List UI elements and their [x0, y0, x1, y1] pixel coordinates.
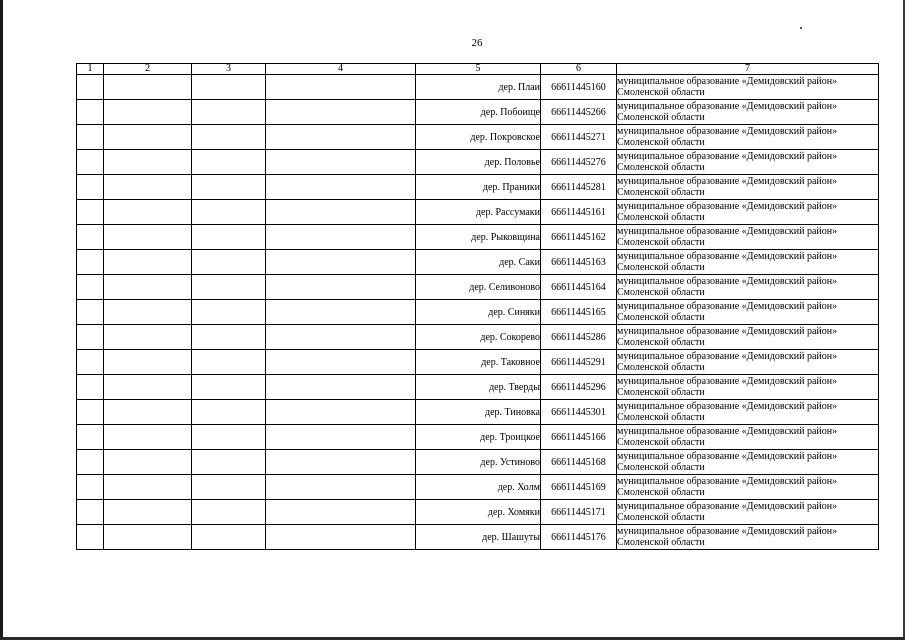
settlement-name: дер. Хомяки	[416, 500, 541, 525]
empty-cell	[77, 525, 104, 550]
municipality-cell	[617, 150, 879, 175]
oktmo-code: 66611445176	[541, 525, 617, 550]
region-line: Смоленской области	[617, 237, 705, 248]
region-line: Смоленской области	[617, 112, 705, 123]
empty-cell	[192, 525, 266, 550]
municipality-line: муниципальное образование «Демидовский район»	[617, 76, 838, 87]
empty-cell	[266, 350, 416, 375]
empty-cell	[192, 450, 266, 475]
table-row	[77, 300, 879, 325]
column-header: 2	[104, 64, 192, 75]
settlement-name: дер. Плаи	[416, 75, 541, 100]
municipality-cell	[617, 75, 879, 100]
column-header: 5	[416, 64, 541, 75]
empty-cell	[192, 200, 266, 225]
municipality-line: муниципальное образование «Демидовский район»	[617, 226, 838, 237]
empty-cell	[192, 400, 266, 425]
empty-cell	[192, 125, 266, 150]
empty-cell	[104, 375, 192, 400]
oktmo-code: 66611445171	[541, 500, 617, 525]
municipality-cell	[617, 400, 879, 425]
oktmo-code: 66611445166	[541, 425, 617, 450]
empty-cell	[104, 425, 192, 450]
municipality-line: муниципальное образование «Демидовский район»	[617, 376, 838, 387]
table-row	[77, 350, 879, 375]
empty-cell	[266, 450, 416, 475]
municipality-line: муниципальное образование «Демидовский район»	[617, 426, 838, 437]
empty-cell	[104, 400, 192, 425]
settlement-name: дер. Троицкое	[416, 425, 541, 450]
empty-cell	[192, 250, 266, 275]
table-row	[77, 250, 879, 275]
empty-cell	[104, 225, 192, 250]
oktmo-code: 66611445296	[541, 375, 617, 400]
empty-cell	[104, 475, 192, 500]
oktmo-code: 66611445291	[541, 350, 617, 375]
settlement-name: дер. Холм	[416, 475, 541, 500]
municipality-line: муниципальное образование «Демидовский район»	[617, 451, 838, 462]
empty-cell	[192, 150, 266, 175]
empty-cell	[77, 200, 104, 225]
empty-cell	[266, 475, 416, 500]
empty-cell	[192, 325, 266, 350]
region-line: Смоленской области	[617, 337, 705, 348]
municipality-line: муниципальное образование «Демидовский район»	[617, 251, 838, 262]
column-header: 6	[541, 64, 617, 75]
empty-cell	[266, 425, 416, 450]
page-number: 26	[471, 37, 483, 49]
table-body	[77, 75, 879, 550]
table-row	[77, 475, 879, 500]
municipality-line: муниципальное образование «Демидовский район»	[617, 351, 838, 362]
municipality-line: муниципальное образование «Демидовский район»	[617, 176, 838, 187]
oktmo-code: 66611445169	[541, 475, 617, 500]
municipality-cell	[617, 100, 879, 125]
settlement-name: дер. Рыковщина	[416, 225, 541, 250]
column-header: 4	[266, 64, 416, 75]
empty-cell	[104, 125, 192, 150]
oktmo-code: 66611445168	[541, 450, 617, 475]
empty-cell	[266, 375, 416, 400]
municipality-cell	[617, 125, 879, 150]
oktmo-code: 66611445164	[541, 275, 617, 300]
oktmo-code: 66611445286	[541, 325, 617, 350]
table-row	[77, 425, 879, 450]
settlement-name: дер. Праники	[416, 175, 541, 200]
settlement-name: дер. Синяки	[416, 300, 541, 325]
region-line: Смоленской области	[617, 537, 705, 548]
empty-cell	[266, 500, 416, 525]
oktmo-code: 66611445301	[541, 400, 617, 425]
scan-left-edge	[0, 0, 3, 640]
table-row	[77, 200, 879, 225]
empty-cell	[192, 425, 266, 450]
settlement-name: дер. Побоище	[416, 100, 541, 125]
empty-cell	[77, 475, 104, 500]
region-line: Смоленской области	[617, 487, 705, 498]
empty-cell	[104, 200, 192, 225]
municipality-cell	[617, 500, 879, 525]
empty-cell	[77, 450, 104, 475]
empty-cell	[192, 225, 266, 250]
municipality-cell	[617, 425, 879, 450]
empty-cell	[104, 350, 192, 375]
empty-cell	[192, 275, 266, 300]
oktmo-code: 66611445271	[541, 125, 617, 150]
column-header: 3	[192, 64, 266, 75]
empty-cell	[104, 175, 192, 200]
region-line: Смоленской области	[617, 212, 705, 223]
region-line: Смоленской области	[617, 137, 705, 148]
empty-cell	[104, 525, 192, 550]
region-line: Смоленской области	[617, 162, 705, 173]
column-header: 7	[617, 64, 879, 75]
oktmo-code: 66611445162	[541, 225, 617, 250]
table-row	[77, 325, 879, 350]
region-line: Смоленской области	[617, 312, 705, 323]
empty-cell	[266, 175, 416, 200]
table-row	[77, 525, 879, 550]
empty-cell	[266, 75, 416, 100]
municipality-cell	[617, 250, 879, 275]
empty-cell	[77, 175, 104, 200]
municipality-line: муниципальное образование «Демидовский район»	[617, 101, 838, 112]
empty-cell	[77, 150, 104, 175]
municipality-line: муниципальное образование «Демидовский район»	[617, 326, 838, 337]
municipality-cell	[617, 475, 879, 500]
table-row	[77, 75, 879, 100]
region-line: Смоленской области	[617, 87, 705, 98]
municipality-cell	[617, 350, 879, 375]
oktmo-code: 66611445163	[541, 250, 617, 275]
municipality-line: муниципальное образование «Демидовский район»	[617, 151, 838, 162]
empty-cell	[266, 100, 416, 125]
oktmo-code: 66611445160	[541, 75, 617, 100]
registry-table	[76, 63, 879, 550]
region-line: Смоленской области	[617, 412, 705, 423]
empty-cell	[77, 400, 104, 425]
empty-cell	[77, 225, 104, 250]
municipality-cell	[617, 275, 879, 300]
region-line: Смоленской области	[617, 437, 705, 448]
table-row	[77, 400, 879, 425]
table-row	[77, 450, 879, 475]
table-row	[77, 150, 879, 175]
empty-cell	[77, 300, 104, 325]
empty-cell	[104, 250, 192, 275]
empty-cell	[77, 425, 104, 450]
oktmo-code: 66611445161	[541, 200, 617, 225]
municipality-line: муниципальное образование «Демидовский район»	[617, 201, 838, 212]
empty-cell	[192, 500, 266, 525]
empty-cell	[192, 475, 266, 500]
empty-cell	[77, 275, 104, 300]
settlement-name: дер. Сокорево	[416, 325, 541, 350]
settlement-name: дер. Шашуты	[416, 525, 541, 550]
municipality-cell	[617, 375, 879, 400]
settlement-name: дер. Таковное	[416, 350, 541, 375]
empty-cell	[266, 200, 416, 225]
region-line: Смоленской области	[617, 262, 705, 273]
table-row	[77, 500, 879, 525]
empty-cell	[77, 100, 104, 125]
region-line: Смоленской области	[617, 362, 705, 373]
settlement-name: дер. Рассумаки	[416, 200, 541, 225]
municipality-line: муниципальное образование «Демидовский район»	[617, 526, 838, 537]
municipality-line: муниципальное образование «Демидовский район»	[617, 401, 838, 412]
settlement-name: дер. Половье	[416, 150, 541, 175]
municipality-cell	[617, 175, 879, 200]
region-line: Смоленской области	[617, 512, 705, 523]
empty-cell	[104, 100, 192, 125]
settlement-name: дер. Саки	[416, 250, 541, 275]
municipality-line: муниципальное образование «Демидовский район»	[617, 301, 838, 312]
empty-cell	[192, 75, 266, 100]
column-header: 1	[77, 64, 104, 75]
oktmo-code: 66611445165	[541, 300, 617, 325]
empty-cell	[104, 300, 192, 325]
oktmo-code: 66611445276	[541, 150, 617, 175]
empty-cell	[266, 300, 416, 325]
empty-cell	[266, 275, 416, 300]
settlement-name: дер. Покровское	[416, 125, 541, 150]
municipality-cell	[617, 525, 879, 550]
municipality-line: муниципальное образование «Демидовский район»	[617, 501, 838, 512]
empty-cell	[77, 75, 104, 100]
settlement-name: дер. Тиновка	[416, 400, 541, 425]
empty-cell	[192, 100, 266, 125]
empty-cell	[77, 325, 104, 350]
municipality-line: муниципальное образование «Демидовский район»	[617, 476, 838, 487]
settlement-name: дер. Тверды	[416, 375, 541, 400]
region-line: Смоленской области	[617, 462, 705, 473]
empty-cell	[104, 275, 192, 300]
empty-cell	[77, 125, 104, 150]
empty-cell	[77, 500, 104, 525]
municipality-cell	[617, 325, 879, 350]
oktmo-code: 66611445266	[541, 100, 617, 125]
empty-cell	[104, 500, 192, 525]
table-row	[77, 275, 879, 300]
region-line: Смоленской области	[617, 287, 705, 298]
municipality-line: муниципальное образование «Демидовский район»	[617, 276, 838, 287]
empty-cell	[266, 150, 416, 175]
empty-cell	[266, 400, 416, 425]
empty-cell	[192, 300, 266, 325]
municipality-cell	[617, 450, 879, 475]
table-row	[77, 100, 879, 125]
empty-cell	[266, 125, 416, 150]
municipality-line: муниципальное образование «Демидовский район»	[617, 126, 838, 137]
empty-cell	[192, 175, 266, 200]
empty-cell	[192, 375, 266, 400]
empty-cell	[192, 350, 266, 375]
region-line: Смоленской области	[617, 387, 705, 398]
settlement-name: дер. Селивоново	[416, 275, 541, 300]
scan-speck	[800, 27, 802, 29]
table-row	[77, 175, 879, 200]
table-row	[77, 225, 879, 250]
empty-cell	[104, 75, 192, 100]
empty-cell	[104, 450, 192, 475]
empty-cell	[104, 325, 192, 350]
empty-cell	[77, 350, 104, 375]
empty-cell	[266, 325, 416, 350]
table-row	[77, 125, 879, 150]
municipality-cell	[617, 300, 879, 325]
region-line: Смоленской области	[617, 187, 705, 198]
empty-cell	[266, 525, 416, 550]
empty-cell	[77, 250, 104, 275]
table-row	[77, 375, 879, 400]
municipality-cell	[617, 225, 879, 250]
empty-cell	[266, 225, 416, 250]
oktmo-code: 66611445281	[541, 175, 617, 200]
empty-cell	[104, 150, 192, 175]
column-header-row	[77, 64, 879, 75]
empty-cell	[266, 250, 416, 275]
settlement-name: дер. Устиново	[416, 450, 541, 475]
empty-cell	[77, 375, 104, 400]
municipality-cell	[617, 200, 879, 225]
